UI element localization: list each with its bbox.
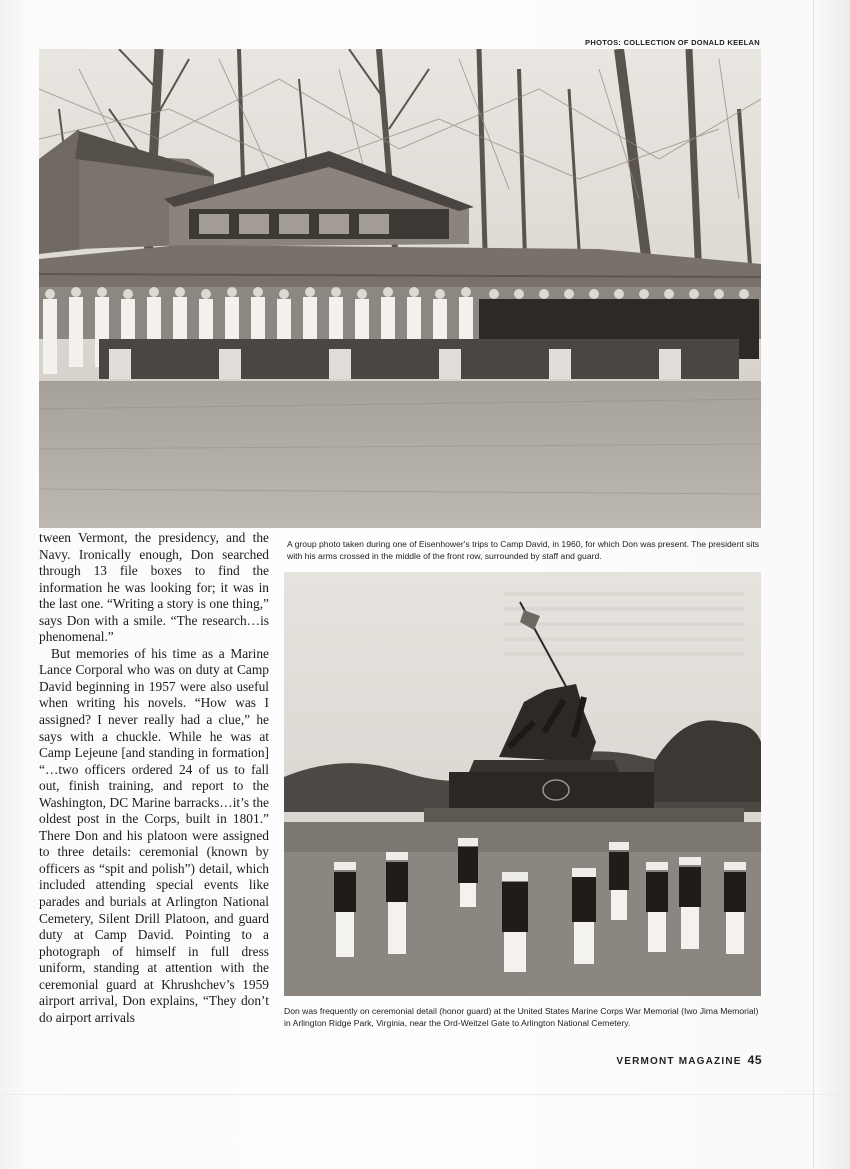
- article-body-column: [39, 530, 269, 1026]
- article-paragraph-2: But memories of his time as a Marine Lance Corporal who was on duty at Camp David beginning in 1957 were also useful when writing his novels. “How was I assigned? I never really had a clue,” he says with a chuckle. While he was at Camp Lejeune [and standing in formation] “…two officers ordered 24 of us to fall out, finish training, and report to the Washington, DC Marine barracks…it’s the oldest post in the Corps, built in 1801.” There Don and his platoon were assigned to three details: ceremonial (known by officers as “spit and polish”) detail, which included attending special events like parades and burials at Arlington National Cemetery, Silent Drill Platoon, and guard duty at Camp David. Pointing to a photograph of himself in full dress uniform, standing at attention with the ceremonial guard at Khrushchev’s 1959 airport arrival, Don explains, “They don’t do airport arrivals: [39, 645, 269, 1025]
- article-paragraph-1: tween Vermont, the presidency, and the Navy. Ironically enough, Don searched through 13 file boxes to find the information he was looking for; it was in the last one. “Writing a story is one thing,” says Don with a smile. “The research…is phenomenal.”: [39, 530, 269, 645]
- top-photo-caption: A group photo taken during one of Eisenhower's trips to Camp David, in 1960, for which Don was present. The president sits with his arms crossed in the middle of the front row, surrounded by staff and guard.: [287, 539, 760, 561]
- memorial-photo-illustration: [284, 572, 761, 996]
- scan-edge: [0, 1094, 850, 1095]
- page-number: 45: [747, 1053, 762, 1067]
- photo-credit: PHOTOS: COLLECTION OF DONALD KEELAN: [585, 38, 760, 47]
- group-photo-illustration: [39, 49, 761, 528]
- page-edge: [813, 0, 814, 1169]
- camp-david-group-photo: [39, 49, 761, 528]
- iwo-jima-memorial-photo: [284, 572, 761, 996]
- page-footer: [616, 1053, 762, 1067]
- magazine-name: VERMONT MAGAZINE: [616, 1056, 742, 1067]
- bottom-photo-caption: Don was frequently on ceremonial detail (honor guard) at the United States Marine Corps War Memorial (Iwo Jima Memorial) in Arlington Ridge Park, Virginia, near the Ord-Weitzel Gate to Arlington National Cemetery.: [284, 1006, 759, 1028]
